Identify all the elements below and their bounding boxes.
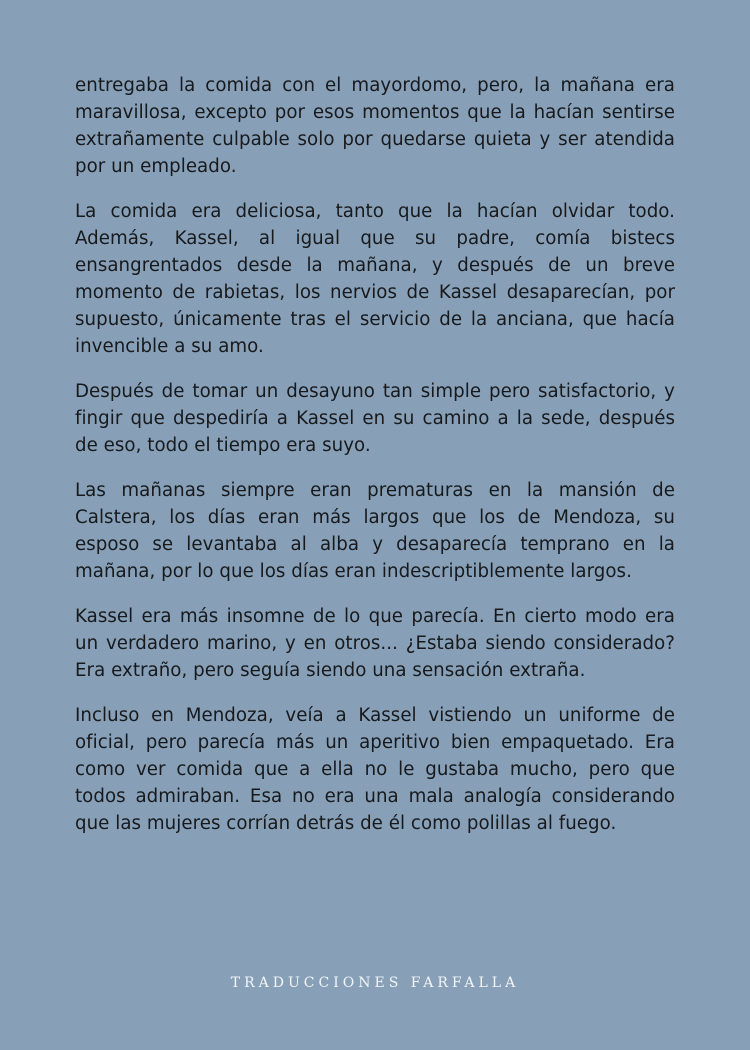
paragraph-1: entregaba la comida con el mayordomo, pero, la mañana era maravillosa, excepto por esos momentos que la hacían sentirse extrañamente culpable solo por quedarse quieta y ser atendida por un empleado. [75, 75, 675, 177]
paragraph-4: Las mañanas siempre eran prematuras en la mansión de Calstera, los días eran más largos que los de Mendoza, su esposo se levantaba al alba y desaparecía temprano en la mañana, por lo que los días eran indescriptiblemente largos. [75, 480, 675, 582]
paragraph-6: Incluso en Mendoza, veía a Kassel vistiendo un uniforme de oficial, pero parecía más un aperitivo bien empaquetado. Era como ver comida que a ella no le gustaba mucho, pero que todos admiraban. Esa no era una mala analogía considerando que las mujeres corrían detrás de él como polillas al fuego. [75, 705, 675, 834]
body-text [75, 72, 675, 855]
footer-credit: TRADUCCIONES FARFALLA [230, 975, 520, 991]
paragraph-2: La comida era deliciosa, tanto que la hacían olvidar todo. Además, Kassel, al igual que su padre, comía bistecs ensangrentados desde la mañana, y después de un breve momento de rabietas, los nervios de Kassel desaparecían, por supuesto, únicamente tras el servicio de la anciana, que hacía invencible a su amo. [75, 201, 675, 357]
paragraph-3: Después de tomar un desayuno tan simple pero satisfactorio, y fingir que despediría a Kassel en su camino a la sede, después de eso, todo el tiempo era suyo. [75, 381, 675, 456]
paragraph-5: Kassel era más insomne de lo que parecía. En cierto modo era un verdadero marino, y en otros... ¿Estaba siendo considerado? Era extraño, pero seguía siendo una sensación extraña. [75, 606, 675, 681]
